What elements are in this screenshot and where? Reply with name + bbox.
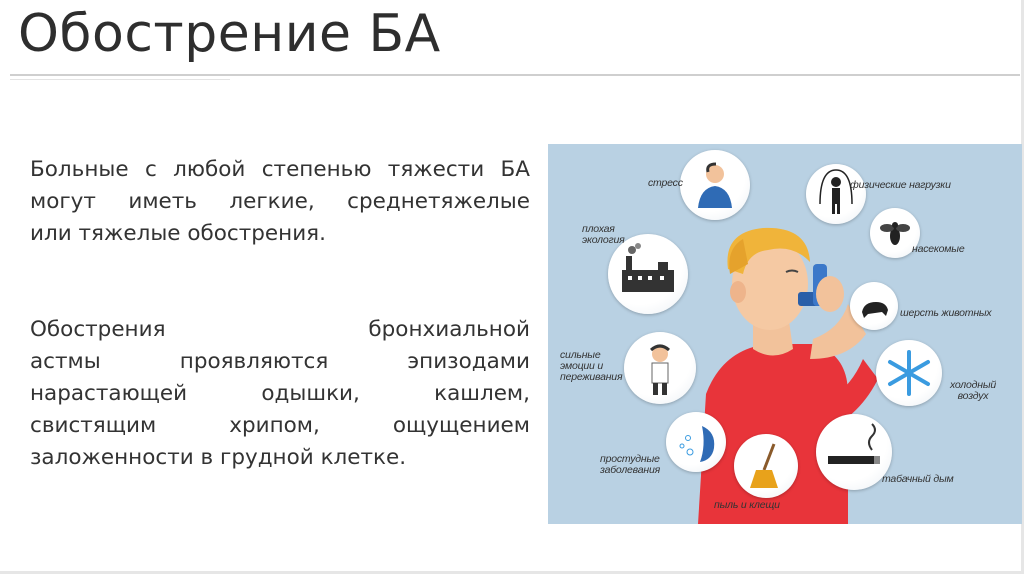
trigger-label: стресс — [648, 177, 683, 189]
broom-icon — [734, 434, 798, 498]
text-line: астмы проявляются эпизодами — [30, 349, 530, 374]
trigger-label: простудные заболевания — [600, 453, 660, 476]
stressed-man-icon — [680, 150, 750, 220]
paragraph-severity — [30, 154, 530, 250]
title-divider-accent — [10, 79, 230, 80]
trigger-label: насекомые — [912, 243, 965, 255]
text-line: Обострения бронхиальной — [30, 317, 530, 342]
emotional-man-icon — [624, 332, 696, 404]
snowflake-icon — [876, 340, 942, 406]
text-line: нарастающей одышки, кашлем, — [30, 381, 530, 406]
trigger-emotions-bubble — [624, 332, 696, 404]
paragraph-symptoms — [30, 314, 530, 474]
text-line: свистящим хрипом, ощущением — [30, 413, 530, 438]
factory-icon — [608, 234, 688, 314]
trigger-ecology-bubble — [608, 234, 688, 314]
trigger-smoke-bubble — [816, 414, 892, 490]
trigger-stress-bubble — [680, 150, 750, 220]
trigger-exercise-bubble — [806, 164, 866, 224]
trigger-label: табачный дым — [882, 473, 954, 485]
jump-rope-icon — [806, 164, 866, 224]
animal-icon — [850, 282, 898, 330]
trigger-dust-bubble — [734, 434, 798, 498]
trigger-label: холодный воздух — [949, 379, 997, 402]
asthma-triggers-infographic — [548, 144, 1022, 524]
title-divider — [10, 74, 1020, 76]
trigger-label: плохая экология — [582, 223, 625, 246]
trigger-cold-air-bubble — [876, 340, 942, 406]
text-line: Больные с любой степенью тяжести БА — [30, 157, 530, 182]
trigger-animal-fur-bubble — [850, 282, 898, 330]
cigarette-icon — [816, 414, 892, 490]
text-line: могут иметь легкие, среднетяжелые — [30, 189, 530, 214]
trigger-label: физические нагрузки — [850, 179, 951, 191]
text-line: или тяжелые обострения. — [30, 221, 326, 246]
trigger-label: шерсть животных — [900, 307, 992, 319]
text-line: заложенности в грудной клетке. — [30, 445, 407, 470]
slide-title: Обострение БА — [18, 4, 441, 64]
trigger-label: пыль и клещи — [714, 499, 780, 511]
trigger-label: сильные эмоции и переживания — [560, 349, 623, 383]
